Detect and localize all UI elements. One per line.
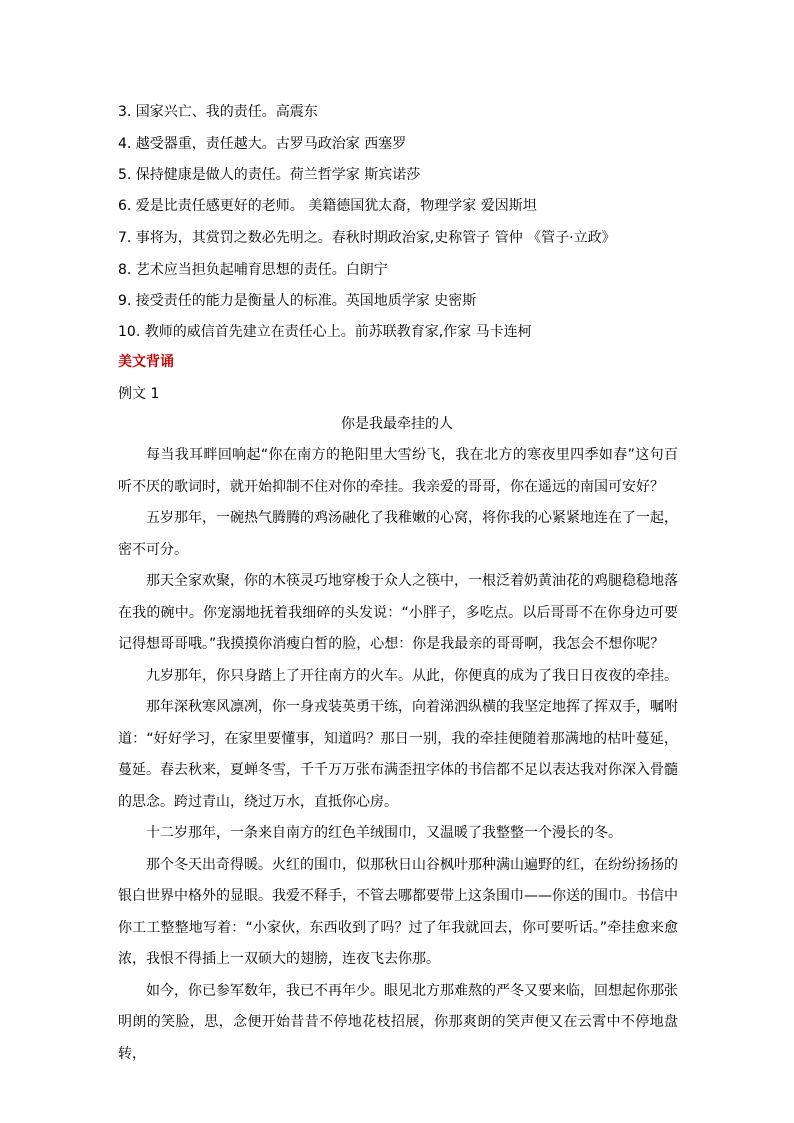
essay-paragraph: 每当我耳畔回响起“你在南方的艳阳里大雪纷飞，我在北方的寒夜里四季如春”这句百听不厌的歌词时，就开始抑制不住对你的牵挂。我亲爱的哥哥，你在遥远的南国可安好？ (118, 447, 678, 495)
essay-paragraph: 那天全家欢聚，你的木筷灵巧地穿梭于众人之筷中，一根泛着奶黄油花的鸡腿稳稳地落在我的碗中。你宠溺地抚着我细碎的头发说：“小胖子，多吃点。以后哥哥不在你身边可要记得想哥哥哦。”我摸摸你消瘦白皙的脸，心想：你是我最亲的哥哥啊，我怎会不想你呢？ (118, 573, 678, 652)
quote-item-10: 10. 教师的威信首先建立在责任心上。前苏联教育家,作家 马卡连柯 (118, 324, 532, 340)
essay-paragraph: 如今，你已参军数年，我已不再年少。眼见北方那难熬的严冬又要来临，回想起你那张明朗的笑脸，思，念便开始昔昔不停地花枝招展，你那爽朗的笑声便又在云霄中不停地盘转， (118, 982, 678, 1062)
essay-body (118, 440, 678, 1070)
quote-item-5: 5. 保持健康是做人的责任。荷兰哲学家 斯宾诺莎 (118, 167, 421, 183)
example-label: 例文 1 (118, 386, 160, 402)
essay-paragraph: 五岁那年，一碗热气腾腾的鸡汤融化了我稚嫩的心窝，将你我的心紧紧地连在了一起，密不可分。 (118, 510, 678, 558)
section-title: 美文背诵 (118, 354, 174, 370)
quote-item-4: 4. 越受器重，责任越大。古罗马政治家 西塞罗 (118, 136, 407, 152)
quote-item-3: 3. 国家兴亡、我的责任。高震东 (118, 104, 318, 120)
quote-item-7: 7. 事将为，其赏罚之数必先明之。春秋时期政治家,史称管子 管仲 《管子·立政》 (118, 230, 616, 246)
essay-title: 你是我最牵挂的人 (341, 416, 453, 432)
essay-paragraph: 九岁那年，你只身踏上了开往南方的火车。从此，你便真的成为了我日日夜夜的牵挂。 (146, 667, 678, 684)
essay-paragraph: 那个冬天出奇得暖。火红的围巾，似那秋日山谷枫叶那种满山遍野的红，在纷纷扬扬的银白世界中格外的显眼。我爱不释手，不管去哪都要带上这条围巾——你送的围巾。书信中你工工整整地写着：“小家伙，东西收到了吗？过了年我就回去，你可要听话。”牵挂愈来愈浓，我恨不得插上一双硕大的翅膀，连夜飞去你那。 (118, 856, 678, 967)
essay-paragraph: 那年深秋寒风凛冽，你一身戎装英勇干练，向着涕泗纵横的我坚定地挥了挥双手，嘱咐道：“好好学习，在家里要懂事，知道吗？那日一别，我的牵挂便随着那满地的枯叶蔓延，蔓延。春去秋来，夏蝉冬雪，千千万万张布满歪扭字体的书信都不足以表达我对你深入骨髓的思念。跨过青山，绕过万水，直抵你心房。 (118, 699, 678, 810)
quote-item-8: 8. 艺术应当担负起哺育思想的责任。白朗宁 (118, 262, 388, 278)
quote-item-9: 9. 接受责任的能力是衡量人的标准。英国地质学家 史密斯 (118, 293, 477, 309)
quote-item-6: 6. 爱是比责任感更好的老师。 美籍德国犹太裔，物理学家 爱因斯坦 (118, 198, 537, 214)
essay-paragraph: 十二岁那年，一条来自南方的红色羊绒围巾，又温暖了我整整一个漫长的冬。 (146, 825, 622, 841)
